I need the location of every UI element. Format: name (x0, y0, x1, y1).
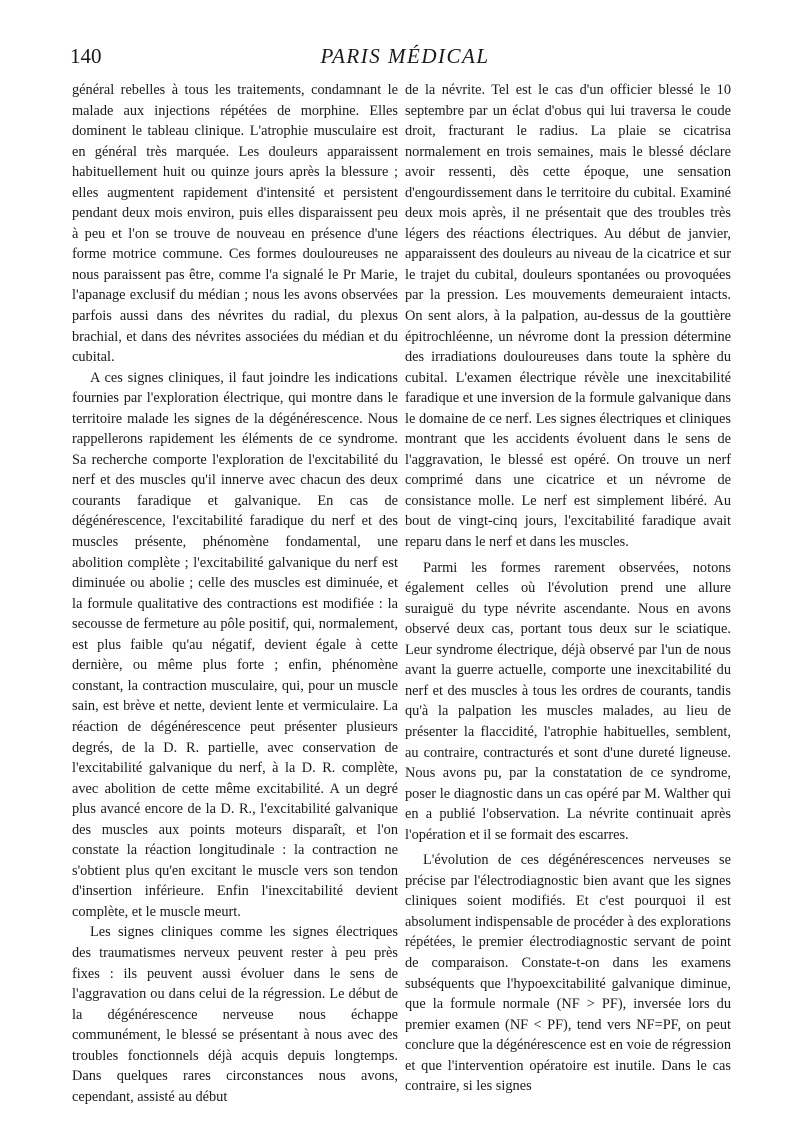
right-paragraph-2: Parmi les formes rarement observées, notons également celles où l'évolution prend une allure suraiguë du type névrite ascendante. Nous en avons observé deux cas, portant tous deux sur le sciatique. Leur syndrome électrique, déjà observé par l'un de nous avant la guerre actuelle, comporte une inexcitabilité du nerf et des muscles à tous les ordres de courants, tandis qu'à la palpation les muscles malades, au lieu de présenter la flaccidité, l'atrophie habituelles, semblent, au contraire, contracturés et sont d'une dureté ligneuse. Nous avons pu, par la constatation de ce syndrome, poser le diagnostic dans un cas opéré par M. Walther qui en a publié l'observation. La névrite continuait après l'opération et il se formait des escarres. (405, 559, 731, 843)
left-paragraph-2: A ces signes cliniques, il faut joindre les indications fournies par l'exploration électrique, qui montre dans le territoire malade les signes de la dégénérescence. Nous rappellerons rapidement les éléments de ce syndrome. Sa recherche comporte l'exploration de l'excitabilité du nerf et des muscles qu'il innerve avec chacun des deux courants faradique et galvanique. En cas de dégénérescence, l'excitabilité faradique du nerf et des muscles présente, phénomène fondamental, une abolition complète ; l'excitabilité galvanique du nerf est diminuée ou abolie ; celle des muscles est diminuée, et la formule qualitative des contractions est modifiée : la secousse de fermeture au pôle positif, qui, normalement, est plus faible qu'au négatif, devient égale à cette dernière, ou même plus forte ; enfin, phénomène constant, la contraction musculaire, qui, pour un muscle sain, est brève et nette, devient lente et vermiculaire. La réaction de dégénérescence peut présenter plusieurs degrés, de la D. R. partielle, avec conservation de l'excitabilité galvanique du nerf, à la D. R. complète, avec abolition de cette même excitabilité. A un degré plus avancé encore de la D. R., l'excitabilité galvanique des muscles aux points moteurs disparaît, et l'on constate la réaction longitudinale : la contraction ne s'obtient plus qu'en excitant le muscle vers son tendon d'insertion inférieure. Enfin l'inexcitabilité devient complète, et le muscle meurt. (72, 369, 398, 920)
right-column (405, 80, 731, 1097)
page-number: 140 (70, 44, 102, 68)
left-paragraph-1: général rebelles à tous les traitements, condamnant le malade aux injections répétées de morphine. Elles dominent le tableau clinique. L'atrophie musculaire est en général très marquée. Les douleurs apparaissent habituellement huit ou quinze jours après la blessure ; elles augmentent rapidement d'intensité et persistent pendant deux mois environ, puis elles disparaissent peu à peu et l'on se trouve de nouveau en présence d'une forme motrice commune. Ces formes douloureuses ne nous paraissent pas être, comme l'a signalé le Pr Marie, l'apanage exclusif du médian ; nous les avons observées parfois aussi dans des névrites du radial, du plexus brachial, et dans des névrites associées du médian et du cubital. (72, 82, 398, 366)
journal-title: PARIS MÉDICAL (320, 44, 490, 68)
page-header (70, 44, 740, 74)
left-column (72, 80, 398, 1107)
left-paragraph-3: Les signes cliniques comme les signes électriques des traumatismes nerveux peuvent rester à peu près fixes : ils peuvent aussi évoluer dans le sens de l'aggravation ou dans celui de la régression. Le début de la dégénérescence nerveuse nous échappe communément, le blessé se présentant à nous avec des troubles fonctionnels déjà acquis depuis longtemps. Dans quelques rares circonstances nous avons, cependant, assisté au début (72, 924, 398, 1105)
right-paragraph-3: L'évolution de ces dégénérescences nerveuses se précise par l'électrodiagnostic bien avant que les signes cliniques soient modifiés. Et c'est pourquoi il est absolument indispensable de procéder à des explorations répétées, le premier électrodiagnostic servant de point de comparaison. Constate-t-on dans les examens subséquents que l'hypoexcitabilité galvanique diminue, que la formule normale (NF > PF), inversée lors du premier examen (NF < PF), tend vers NF=PF, on peut conclure que la dégénérescence est en voie de régression et que l'intervention opératoire est inutile. Dans le cas contraire, si les signes (405, 852, 731, 1095)
right-paragraph-1: de la névrite. Tel est le cas d'un officier blessé le 10 septembre par un éclat d'obus qui lui traversa le coude droit, fracturant le radius. La plaie se cicatrisa normalement en trois semaines, mais le blessé déclare avoir ressenti, dès cette époque, une sensation d'engourdissement dans le territoire du cubital. Examiné deux mois après, il ne présentait que des troubles très légers des réactions électriques. Au début de janvier, apparaissent des douleurs au niveau de la cicatrice et sur le trajet du cubital, douleurs spontanées ou provoquées par la pression. Les mouvements demeuraient intacts. On sent alors, à la palpation, au-dessus de la gouttière épitrochléenne, un névrome dont la pression détermine des irradiations douloureuses dans toute la sphère du cubital. L'examen électrique révèle une inexcitabilité faradique et une inversion de la formule galvanique dans le domaine de ce nerf. Les signes électriques et cliniques montrant que les accidents évoluent dans le sens de l'aggravation, le blessé est opéré. On trouve un nerf comprimé dans une cicatrice et un névrome de consistance molle. Le nerf est simplement libéré. Au bout de vingt-cinq jours, l'excitabilité faradique avait reparu dans le nerf et dans les muscles. (405, 82, 731, 551)
